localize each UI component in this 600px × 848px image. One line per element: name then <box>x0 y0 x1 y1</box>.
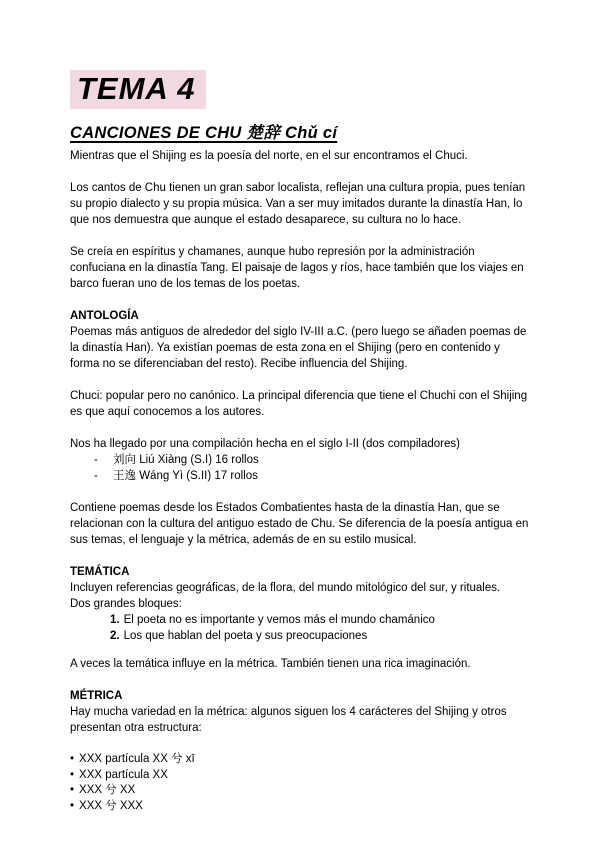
antologia-paragraph-1: Poemas más antiguos de alrededor del siglo IV-III a.C. (pero luego se añaden poemas de la dinastía Han). Ya existían poemas de esta zona en el Shijing (pero en contenido y forma no se diferenciaban del resto). Recibe influencia del Shijing. <box>70 326 527 370</box>
antologia-paragraph-3: Nos ha llegado por una compilación hecha en el siglo I-II (dos compiladores) <box>70 438 460 450</box>
tematica-heading: TEMÁTICA <box>70 566 130 578</box>
list-item <box>70 799 532 815</box>
antologia-heading: ANTOLOGÍA <box>70 310 139 322</box>
section-heading-canciones <box>70 119 532 143</box>
compilers-list <box>70 452 532 484</box>
pattern-2: XXX partícula XX <box>79 768 168 781</box>
tematica-paragraph-3: A veces la temática influye en la métrica. También tienen una rica imaginación. <box>70 658 471 670</box>
intro-paragraph-1: Mientras que el Shijing es la poesía del norte, en el sur encontramos el Chuci. <box>70 150 468 162</box>
block-1-text: El poeta no es importante y vemos más el mundo chamánico <box>123 614 435 626</box>
dash-marker: - <box>94 470 98 482</box>
list-item <box>70 768 532 784</box>
pattern-4: XXX 兮 XXX <box>79 799 143 812</box>
list-item <box>70 628 532 644</box>
antologia-paragraph-2: Chuci: popular pero no canónico. La principal diferencia que tiene el Chuchi con el Shijing es que aquí conocemos a los autores. <box>70 390 528 418</box>
section-heading-canciones-text: CANCIONES DE CHU 楚辞 Chǔ cí <box>70 124 338 142</box>
pattern-1: XXX partícula XX 兮 xī <box>79 753 195 765</box>
list-item <box>70 452 532 468</box>
tematica-blocks-list <box>70 612 532 644</box>
list-item <box>70 752 532 768</box>
pattern-3: XXX 兮 XX <box>79 784 136 796</box>
list-item <box>70 468 532 484</box>
bullet-marker: • <box>70 768 75 781</box>
number-marker: 2. <box>110 630 120 642</box>
compiler-wang-yi: 王逸 Wáng Yì (S.II) 17 rollos <box>113 470 258 482</box>
metrica-patterns-list <box>70 752 532 814</box>
metrica-paragraph-1: Hay mucha variedad en la métrica: algunos siguen los 4 carácteres del Shijing y otros presentan otra estructura: <box>70 706 507 734</box>
block-2-text: Los que hablan del poeta y sus preocupaciones <box>123 630 368 642</box>
metrica-heading: MÉTRICA <box>70 690 123 702</box>
dash-marker: - <box>94 454 98 466</box>
tematica-paragraph-2: Dos grandes bloques: <box>70 598 182 610</box>
tematica-paragraph-1: Incluyen referencias geográficas, de la flora, del mundo mitológico del sur, y rituales. <box>70 582 501 594</box>
intro-paragraph-2: Los cantos de Chu tienen un gran sabor localista, reflejan una cultura propia, pues tenían su propio dialecto y su propia música. Van a ser muy imitados durante la dinastía Han, lo que nos demuestra que aunque el estado desaparece, su cultura no lo hace. <box>70 182 526 226</box>
list-item <box>70 783 532 799</box>
bullet-marker: • <box>70 784 75 796</box>
page-title: TEMA 4 <box>70 70 206 109</box>
list-item <box>70 612 532 628</box>
bullet-marker: • <box>70 753 75 765</box>
compiler-liu-xiang: 刘向 Liú Xiàng (S.I) 16 rollos <box>113 454 259 466</box>
title-block <box>70 70 532 109</box>
bullet-marker: • <box>70 799 75 812</box>
number-marker: 1. <box>110 614 120 626</box>
antologia-paragraph-4: Contiene poemas desde los Estados Combatientes hasta de la dinastía Han, que se relacionan con la cultura del antiguo estado de Chu. Se diferencia de la poesía antigua en sus temas, el lenguaje y la métrica, además de en su estilo musical. <box>70 502 529 546</box>
intro-paragraph-3: Se creía en espíritus y chamanes, aunque hubo represión por la administración confuciana en la dinastía Tang. El paisaje de lagos y ríos, hace también que los viajes en barco fueran uno de los temas de los poetas. <box>70 246 524 290</box>
